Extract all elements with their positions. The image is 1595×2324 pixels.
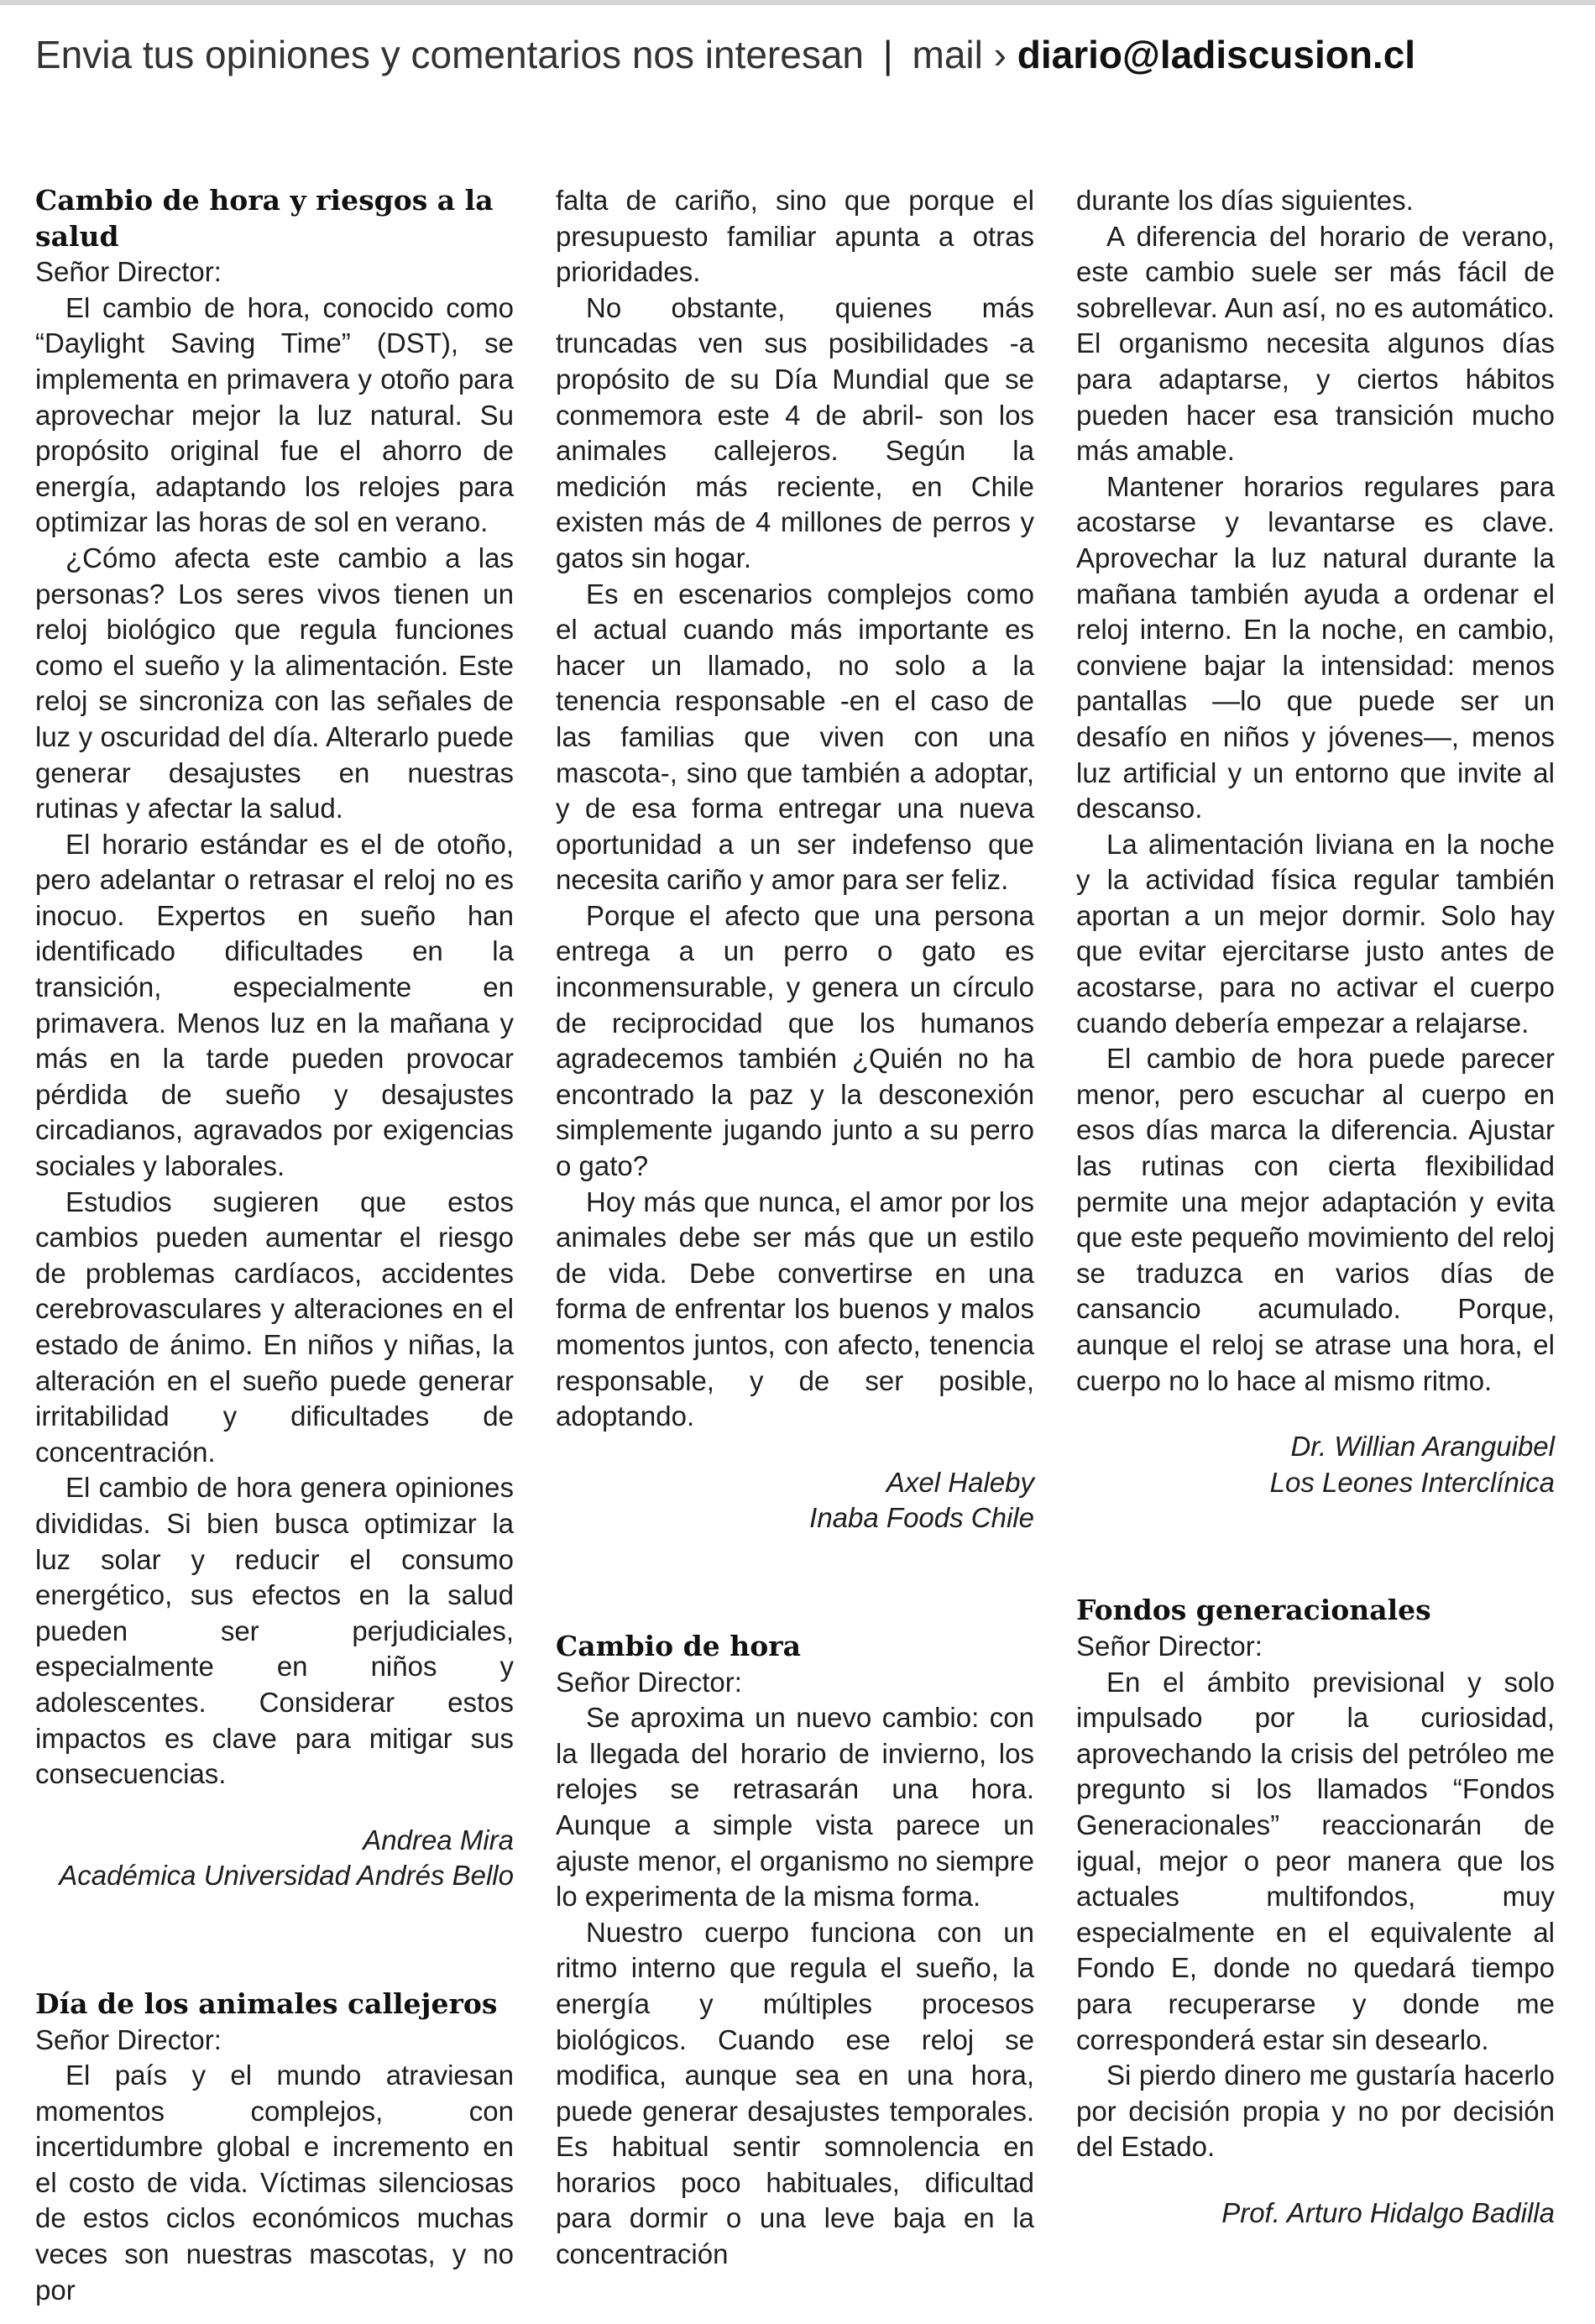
letter-salutation: Señor Director:	[1076, 1630, 1263, 1662]
feedback-banner	[35, 25, 1563, 84]
letter-paragraph: falta de cariño, sino que porque el presupuesto familiar apunta a otras prioridades.	[556, 185, 1034, 288]
letter-paragraph: La alimentación liviana en la noche y la actividad física regular también aportan a un mejor dormir. Solo hay que evitar ejercitarse justo antes de acostarse, para no activar el cuerpo cuando debería empezar a relajarse.	[1076, 828, 1555, 1039]
column-right	[1076, 183, 1555, 2231]
letter-paragraph: durante los días siguientes.	[1076, 185, 1414, 216]
letter-paragraph: Se aproxima un nuevo cambio: con la llegada del horario de invierno, los relojes se retrasarán una hora. Aunque a simple vista parece un ajuste menor, el organismo no siempre lo experimenta de la misma forma.	[556, 1702, 1034, 1913]
letter-salutation: Señor Director:	[35, 2023, 222, 2055]
email-link[interactable]: diario@ladiscusion.cl	[1017, 33, 1416, 76]
letter-fondos-generacionales	[1076, 1593, 1555, 2231]
letter-paragraph: Mantener horarios regulares para acostarse y levantarse es clave. Aprovechar la luz natural durante la mañana también ayuda a ordenar el reloj interno. En la noche, en cambio, conviene bajar la intensidad: menos pantallas —lo que puede ser un desafío en niños y jóvenes—, menos luz artificial y un entorno que invite al descanso.	[1076, 470, 1555, 824]
letter-signature	[1076, 1429, 1555, 1500]
letter-salutation: Señor Director:	[35, 256, 222, 288]
letter-paragraph: Estudios sugieren que estos cambios pueden aumentar el riesgo de problemas cardíacos, accidentes cerebrovasculares y alteraciones en el estado de ánimo. En niños y niñas, la alteración en el sueño puede generar irritabilidad y dificultades de concentración.	[35, 1186, 514, 1468]
signature-name: Dr. Willian Aranguibel	[1290, 1431, 1555, 1463]
letter-title: Fondos generacionales	[1076, 1594, 1431, 1627]
signature-affiliation: Inaba Foods Chile	[809, 1502, 1034, 1534]
letter-title: Cambio de hora y riesgos a la salud	[35, 184, 494, 253]
letter-signature	[35, 1823, 514, 1894]
banner-separator: |	[882, 33, 893, 76]
feedback-prompt: Envia tus opiniones y comentarios nos interesan	[35, 33, 865, 76]
letter-paragraph: ¿Cómo afecta este cambio a las personas? Los seres vivos tienen un reloj biológico que regula funciones como el sueño y la alimentación. Este reloj se sincroniza con las señales de luz y oscuridad del día. Alterarlo puede generar desajustes en nuestras rutinas y afectar la salud.	[35, 542, 514, 824]
letter-paragraph: El cambio de hora genera opiniones divididas. Si bien busca optimizar la luz solar y reducir el consumo energético, sus efectos en la salud pueden ser perjudiciales, especialmente en niños y adolescentes. Considerar estos impactos es clave para mitigar sus consecuencias.	[35, 1472, 514, 1790]
letter-animales-callejeros	[35, 1986, 514, 2308]
letter-paragraph: El horario estándar es el de otoño, pero adelantar o retrasar el reloj no es inocuo. Expertos en sueño han identificado dificultades en la transición, especialmente en primavera. Menos luz en la mañana y más en la tarde pueden provocar pérdida de sueño y desajustes circadianos, agravados por exigencias sociales y laborales.	[35, 828, 514, 1182]
top-rule	[0, 0, 1595, 5]
letter-paragraph: A diferencia del horario de verano, este cambio suele ser más fácil de sobrellevar. Aun así, no es automático. El organismo necesita algunos días para adaptarse, y ciertos hábitos pueden hacer esa transición mucho más amable.	[1076, 220, 1555, 467]
column-middle	[556, 183, 1034, 2273]
signature-name: Prof. Arturo Hidalgo Badilla	[1221, 2196, 1555, 2228]
signature-affiliation: Los Leones Interclínica	[1269, 1466, 1555, 1498]
letter-paragraph: Es en escenarios complejos como el actual cuando más importante es hacer un llamado, no solo a la tenencia responsable -en el caso de las familias que viven con una mascota-, sino que también a adoptar, y de esa forma entregar una nueva oportunidad a un ser indefenso que necesita cariño y amor para ser feliz.	[556, 578, 1034, 896]
column-left	[35, 183, 514, 2308]
letter-signature	[1076, 2196, 1555, 2232]
letter-cambio-hora-continued	[1076, 183, 1555, 1500]
letter-paragraph: Nuestro cuerpo funciona con un ritmo interno que regula el sueño, la energía y múltiples procesos biológicos. Cuando ese reloj se modifica, aunque sea en una hora, puede generar desajustes temporales. Es habitual sentir somnolencia en horarios poco habituales, dificultad para dormir o una leve baja en la concentración	[556, 1916, 1034, 2270]
letter-cambio-hora-riesgos	[35, 183, 514, 1894]
signature-name: Axel Haleby	[886, 1466, 1034, 1498]
letter-cambio-hora	[556, 1629, 1034, 2273]
letter-paragraph: Si pierdo dinero me gustaría hacerlo por decisión propia y no por decisión del Estado.	[1076, 2060, 1555, 2163]
letter-paragraph: Hoy más que nunca, el amor por los animales debe ser más que un estilo de vida. Debe convertirse en una forma de enfrentar los buenos y malos momentos juntos, con afecto, tenencia responsable, y de ser posible, adoptando.	[556, 1186, 1034, 1432]
letter-paragraph: El país y el mundo atraviesan momentos complejos, con incertidumbre global e incremento en el costo de vida. Víctimas silenciosas de estos ciclos económicos muchas veces son nuestras mascotas, y no por	[35, 2060, 514, 2306]
letter-signature	[556, 1465, 1034, 1536]
letter-paragraph: No obstante, quienes más truncadas ven sus posibilidades -a propósito de su Día Mundial que se conmemora este 4 de abril- son los animales callejeros. Según la medición más reciente, en Chile existen más de 4 millones de perros y gatos sin hogar.	[556, 291, 1034, 573]
letter-paragraph: Porque el afecto que una persona entrega a un perro o gato es inconmensurable, y genera un círculo de reciprocidad que los humanos agradecemos también ¿Quién no ha encontrado la paz y la desconexión simplemente jugando junto a su perro o gato?	[556, 899, 1034, 1182]
letter-paragraph: El cambio de hora, conocido como “Daylight Saving Time” (DST), se implementa en primavera y otoño para aprovechar mejor la luz natural. Su propósito original fue el ahorro de energía, adaptando los relojes para optimizar las horas de sol en verano.	[35, 291, 514, 538]
letter-animales-callejeros-continued	[556, 183, 1034, 1536]
letter-paragraph: En el ámbito previsional y solo impulsado por la curiosidad, aprovechando la crisis del petróleo me pregunto si los llamados “Fondos Generacionales” reaccionarán de igual, mejor o peor manera que los actuales multifondos, muy especialmente en el equivalente al Fondo E, donde no quedará tiempo para recuperarse y donde me corresponderá estar sin desearlo.	[1076, 1666, 1555, 2055]
letter-title: Cambio de hora	[556, 1629, 802, 1662]
signature-affiliation: Académica Universidad Andrés Bello	[59, 1860, 514, 1892]
letter-title: Día de los animales callejeros	[35, 1986, 498, 2020]
letter-paragraph: El cambio de hora puede parecer menor, pero escuchar al cuerpo en esos días marca la diferencia. Ajustar las rutinas con cierta flexibilidad permite una mejor adaptación y evita que este pequeño movimiento del reloj se traduzca en varios días de cansancio acumulado. Porque, aunque el reloj se atrase una hora, el cuerpo no lo hace al mismo ritmo.	[1076, 1043, 1555, 1396]
mail-label: mail ›	[912, 33, 1007, 76]
signature-name: Andrea Mira	[363, 1824, 514, 1856]
letter-salutation: Señor Director:	[556, 1666, 742, 1698]
